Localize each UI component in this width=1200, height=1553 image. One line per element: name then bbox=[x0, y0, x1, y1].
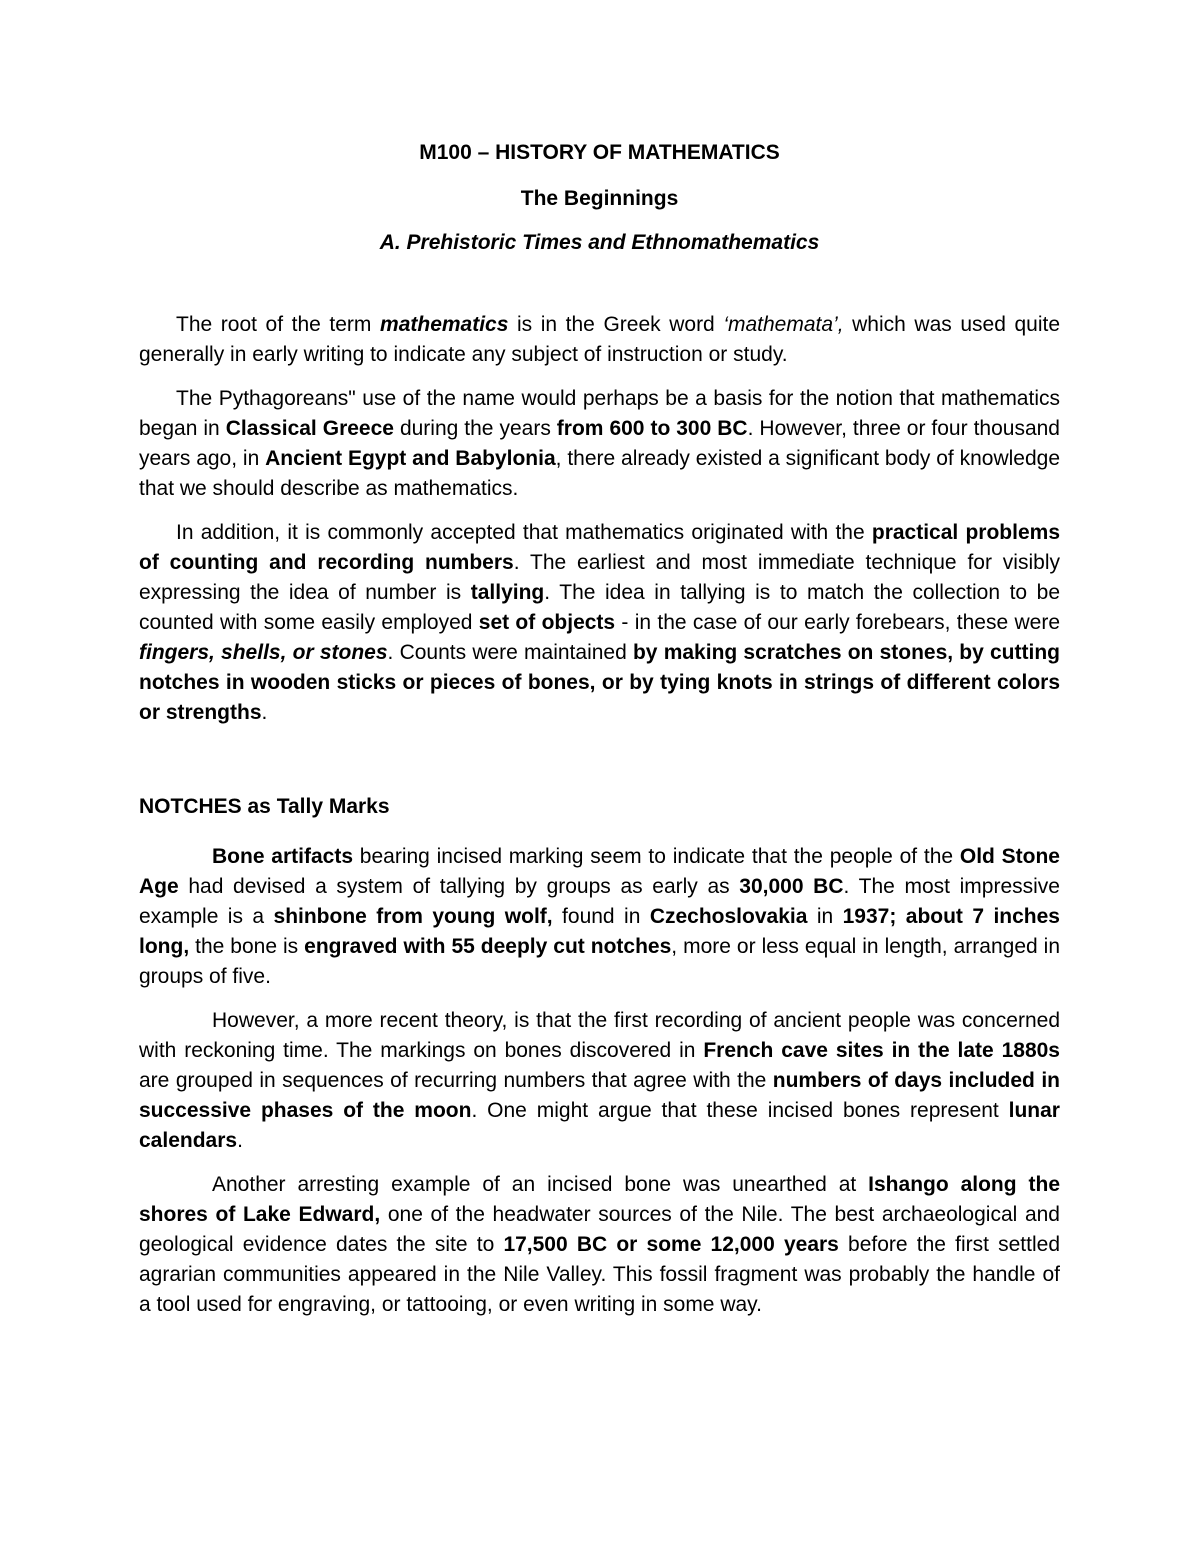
text-run: before the first settled agrarian communities appeared in the Nile Valley. This fossil fragment was probably the handle of a tool used for engraving, or tattooing, or even writing in some way. bbox=[139, 1233, 1060, 1316]
bold-classical-greece: Classical Greece bbox=[225, 417, 394, 440]
emphasis-mathemata: ‘mathemata’, bbox=[723, 313, 844, 336]
emphasis-fingers-shells-stones: fingers, shells, or stones bbox=[139, 641, 388, 664]
bold-scratches-notches-knots: by making scratches on stones, by cutting notches in wooden sticks or pieces of bones, or by tying knots in strings of different colors or strengths bbox=[139, 641, 1060, 724]
paragraph-counting bbox=[139, 518, 1060, 728]
paragraph-root-of-term bbox=[139, 310, 1060, 370]
text-run: . bbox=[261, 701, 268, 724]
text-run: is in the Greek word bbox=[508, 313, 724, 336]
text-run: . The most impressive example is a bbox=[139, 875, 1060, 928]
text-run: which was used quite generally in early writing to indicate any subject of instruction or study. bbox=[139, 313, 1060, 366]
text-run: had devised a system of tallying by groups as early as bbox=[178, 875, 740, 898]
text-run: . One might argue that these incised bones represent bbox=[471, 1099, 1009, 1122]
document-subtitle: The Beginnings bbox=[520, 187, 679, 210]
bold-17500-bc: 17,500 BC or some 12,000 years bbox=[503, 1233, 839, 1256]
bold-years-range: from 600 to 300 BC bbox=[556, 417, 748, 440]
bold-55-notches: engraved with 55 deeply cut notches bbox=[304, 935, 672, 958]
paragraph-ishango bbox=[139, 1170, 1060, 1320]
text-run: . Counts were maintained bbox=[387, 641, 633, 664]
bold-practical-problems: practical problems of counting and recording numbers bbox=[139, 521, 1061, 574]
paragraph-bone-artifacts bbox=[139, 842, 1060, 992]
text-run: , more or less equal in length, arranged in groups of five. bbox=[139, 935, 1060, 988]
bold-ishango: Ishango along the shores of Lake Edward, bbox=[139, 1173, 1060, 1226]
bold-1937-seven-inches: 1937; about 7 inches long, bbox=[139, 905, 1060, 958]
text-run: the bone is bbox=[189, 935, 305, 958]
text-run: one of the headwater sources of the Nile. The best archaeological and geological evidence dates the site to bbox=[139, 1203, 1060, 1256]
bold-set-of-objects: set of objects bbox=[478, 611, 616, 634]
bold-bone-artifacts: Bone artifacts bbox=[212, 845, 353, 868]
document-title: M100 – HISTORY OF MATHEMATICS bbox=[419, 141, 780, 164]
section-heading-notches: NOTCHES as Tally Marks bbox=[139, 795, 390, 818]
text-run: . The idea in tallying is to match the collection to be counted with some easily employed bbox=[139, 581, 1061, 634]
text-run: are grouped in sequences of recurring numbers that agree with the bbox=[139, 1069, 773, 1092]
text-run: Another arresting example of an incised bone was unearthed at bbox=[212, 1173, 869, 1196]
text-run: . bbox=[237, 1129, 243, 1152]
text-run: In addition, it is commonly accepted that mathematics originated with the bbox=[176, 521, 872, 544]
text-run: The root of the term bbox=[176, 313, 381, 336]
paragraph-lunar-calendars bbox=[139, 1006, 1060, 1156]
bold-shinbone: shinbone from young wolf, bbox=[273, 905, 553, 928]
bold-egypt-babylonia: Ancient Egypt and Babylonia bbox=[265, 447, 556, 470]
document-content bbox=[139, 138, 1060, 1320]
text-run: . However, three or four thousand years ago, in bbox=[139, 417, 1060, 470]
bold-30000-bc: 30,000 BC bbox=[739, 875, 844, 898]
text-run: during the years bbox=[393, 417, 557, 440]
bold-old-stone-age: Old Stone Age bbox=[139, 845, 1060, 898]
text-run: bearing incised marking seem to indicate that the people of the bbox=[353, 845, 960, 868]
bold-czechoslovakia: Czechoslovakia bbox=[649, 905, 808, 928]
bold-moon-phases: numbers of days included in successive phases of the moon bbox=[139, 1069, 1060, 1122]
section-a-heading: A. Prehistoric Times and Ethnomathematics bbox=[379, 231, 820, 254]
text-run: The Pythagoreans" use of the name would perhaps be a basis for the notion that mathematics began in bbox=[139, 387, 1060, 440]
bold-french-cave-sites: French cave sites in the late 1880s bbox=[703, 1039, 1060, 1062]
bold-tallying: tallying bbox=[470, 581, 545, 604]
bold-lunar-calendars: lunar calendars bbox=[139, 1099, 1060, 1152]
text-run: . The earliest and most immediate technique for visibly expressing the idea of number is bbox=[139, 551, 1060, 604]
text-run: in bbox=[807, 905, 843, 928]
text-run: - in the case of our early forebears, these were bbox=[615, 611, 1061, 634]
text-run: However, a more recent theory, is that the first recording of ancient people was concerned with reckoning time. The markings on bones discovered in bbox=[139, 1009, 1060, 1062]
text-run: found in bbox=[552, 905, 650, 928]
paragraph-pythagoreans bbox=[139, 384, 1060, 504]
emphasis-mathematics: mathematics bbox=[380, 313, 509, 336]
text-run: , there already existed a significant body of knowledge that we should describe as mathematics. bbox=[139, 447, 1060, 500]
